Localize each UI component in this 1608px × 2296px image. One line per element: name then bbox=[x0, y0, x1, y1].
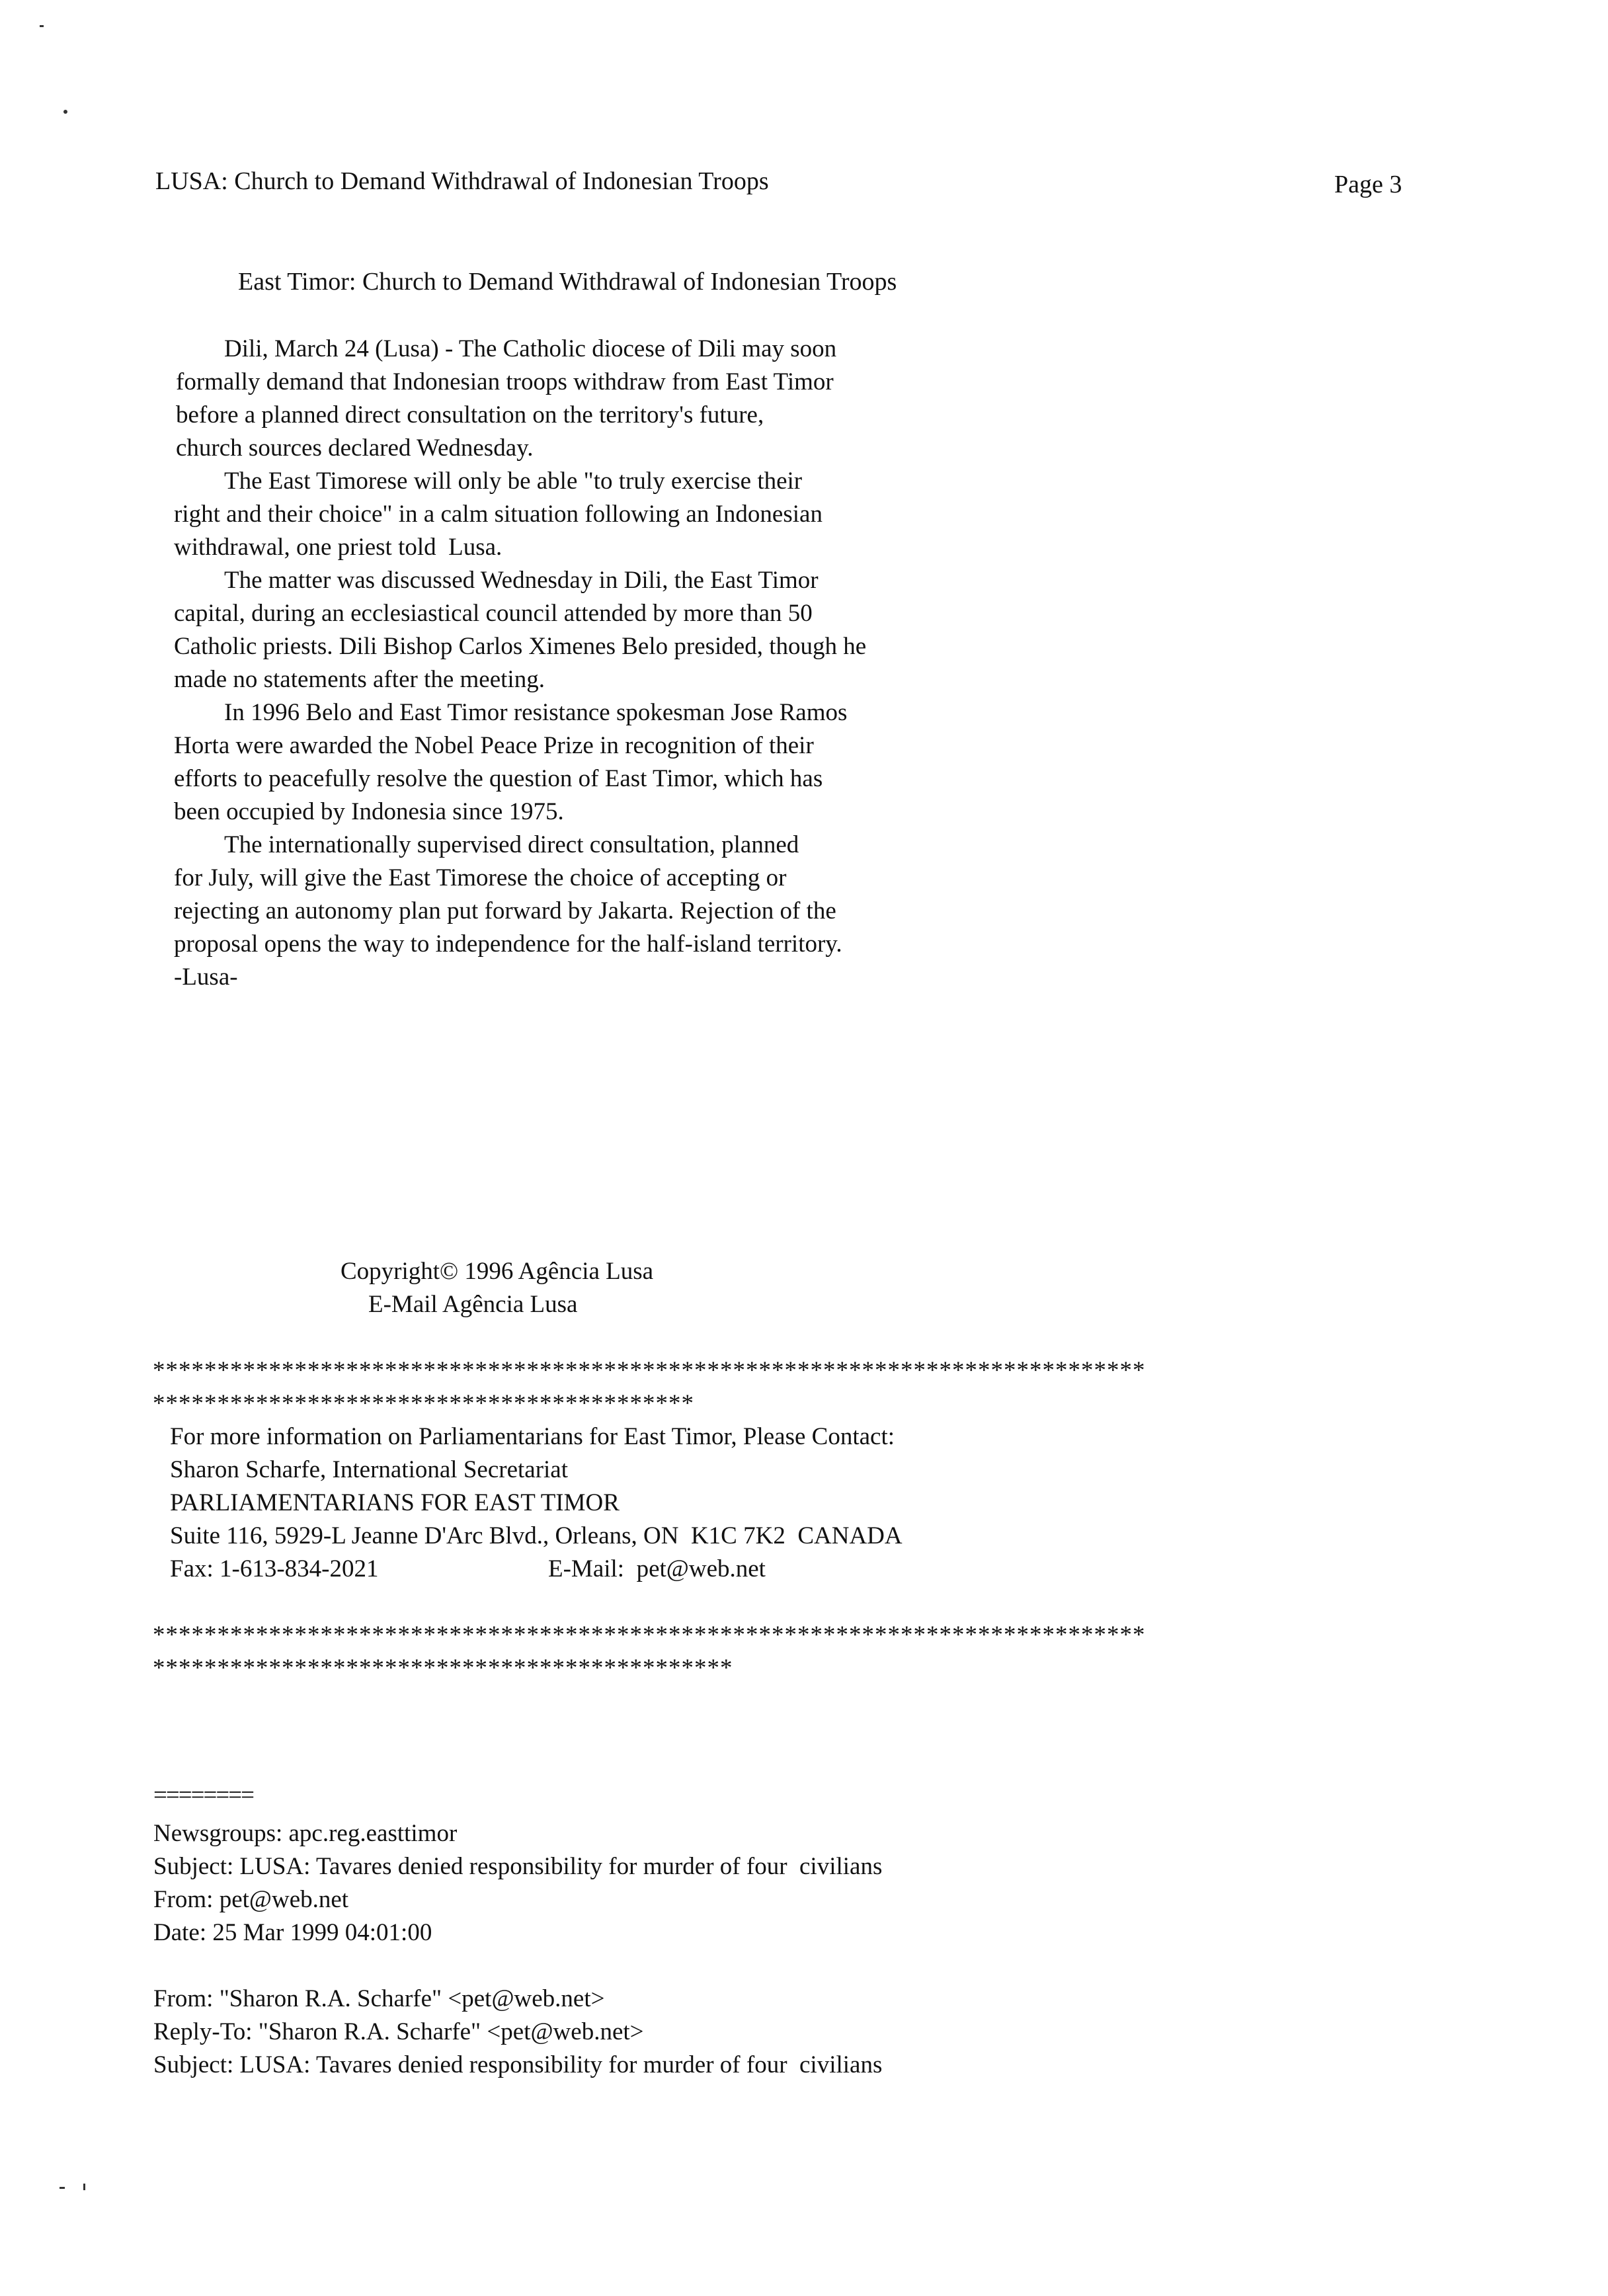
page-number: Page 3 bbox=[1334, 171, 1402, 198]
article-line: before a planned direct consultation on the territory's future, bbox=[176, 401, 764, 429]
article-line: rejecting an autonomy plan put forward by Jakarta. Rejection of the bbox=[174, 897, 836, 924]
copyright-email-line: E-Mail Agência Lusa bbox=[368, 1291, 578, 1318]
article-line: capital, during an ecclesiastical council attended by more than 50 bbox=[174, 600, 813, 627]
scan-speck bbox=[60, 2187, 65, 2189]
running-title: LUSA: Church to Demand Withdrawal of Indonesian Troops bbox=[155, 167, 769, 195]
contact-intro: For more information on Parliamentarians for East Timor, Please Contact: bbox=[170, 1423, 895, 1450]
reply-to-line: Reply-To: "Sharon R.A. Scharfe" <pet@web.net> bbox=[153, 2018, 644, 2045]
article-line: The East Timorese will only be able "to truly exercise their bbox=[224, 468, 803, 495]
star-separator: ***************************************************************************** bbox=[153, 1357, 1146, 1384]
newsgroups-line: Newsgroups: apc.reg.easttimor bbox=[153, 1820, 458, 1847]
article-line: right and their choice" in a calm situation following an Indonesian bbox=[174, 501, 823, 528]
contact-email[interactable]: E-Mail: pet@web.net bbox=[548, 1555, 766, 1582]
article-line: church sources declared Wednesday. bbox=[176, 434, 534, 462]
from-line: From: pet@web.net bbox=[153, 1886, 349, 1913]
article-line: In 1996 Belo and East Timor resistance spokesman Jose Ramos bbox=[224, 699, 848, 726]
article-line: Horta were awarded the Nobel Peace Prize in recognition of their bbox=[174, 732, 814, 759]
star-separator: ****************************************** bbox=[153, 1390, 694, 1417]
message-divider: ======== bbox=[153, 1782, 253, 1809]
scan-speck bbox=[40, 25, 44, 27]
contact-name: Sharon Scharfe, International Secretariat bbox=[170, 1456, 569, 1483]
subject-line: Subject: LUSA: Tavares denied responsibility for murder of four civilians bbox=[153, 1853, 883, 1880]
contact-fax: Fax: 1-613-834-2021 bbox=[170, 1555, 379, 1582]
article-line: withdrawal, one priest told Lusa. bbox=[174, 534, 502, 561]
article-line: made no statements after the meeting. bbox=[174, 666, 545, 693]
article-line: formally demand that Indonesian troops withdraw from East Timor bbox=[176, 368, 834, 395]
star-separator: ***************************************************************************** bbox=[153, 1621, 1146, 1649]
article-line: efforts to peacefully resolve the question of East Timor, which has bbox=[174, 765, 823, 792]
article-line: proposal opens the way to independence for the half-island territory. bbox=[174, 930, 842, 958]
article-line: for July, will give the East Timorese the choice of accepting or bbox=[174, 864, 787, 891]
copyright-line: Copyright© 1996 Agência Lusa bbox=[341, 1258, 654, 1285]
article-line: The matter was discussed Wednesday in Dili, the East Timor bbox=[224, 567, 819, 594]
contact-org: PARLIAMENTARIANS FOR EAST TIMOR bbox=[170, 1489, 620, 1516]
article-headline: East Timor: Church to Demand Withdrawal of Indonesian Troops bbox=[238, 268, 897, 296]
from-full-line: From: "Sharon R.A. Scharfe" <pet@web.net> bbox=[153, 1985, 605, 2012]
article-line: -Lusa- bbox=[174, 964, 238, 991]
scan-speck bbox=[63, 110, 67, 114]
star-separator: ********************************************* bbox=[153, 1655, 733, 1682]
contact-address: Suite 116, 5929-L Jeanne D'Arc Blvd., Orleans, ON K1C 7K2 CANADA bbox=[170, 1522, 903, 1549]
article-line: The internationally supervised direct consultation, planned bbox=[224, 831, 799, 858]
article-line: Catholic priests. Dili Bishop Carlos Ximenes Belo presided, though he bbox=[174, 633, 867, 660]
scan-speck bbox=[83, 2184, 85, 2190]
article-line: been occupied by Indonesia since 1975. bbox=[174, 798, 564, 825]
article-line: Dili, March 24 (Lusa) - The Catholic diocese of Dili may soon bbox=[224, 335, 837, 362]
subject-line-2: Subject: LUSA: Tavares denied responsibility for murder of four civilians bbox=[153, 2051, 883, 2078]
date-line: Date: 25 Mar 1999 04:01:00 bbox=[153, 1919, 432, 1946]
